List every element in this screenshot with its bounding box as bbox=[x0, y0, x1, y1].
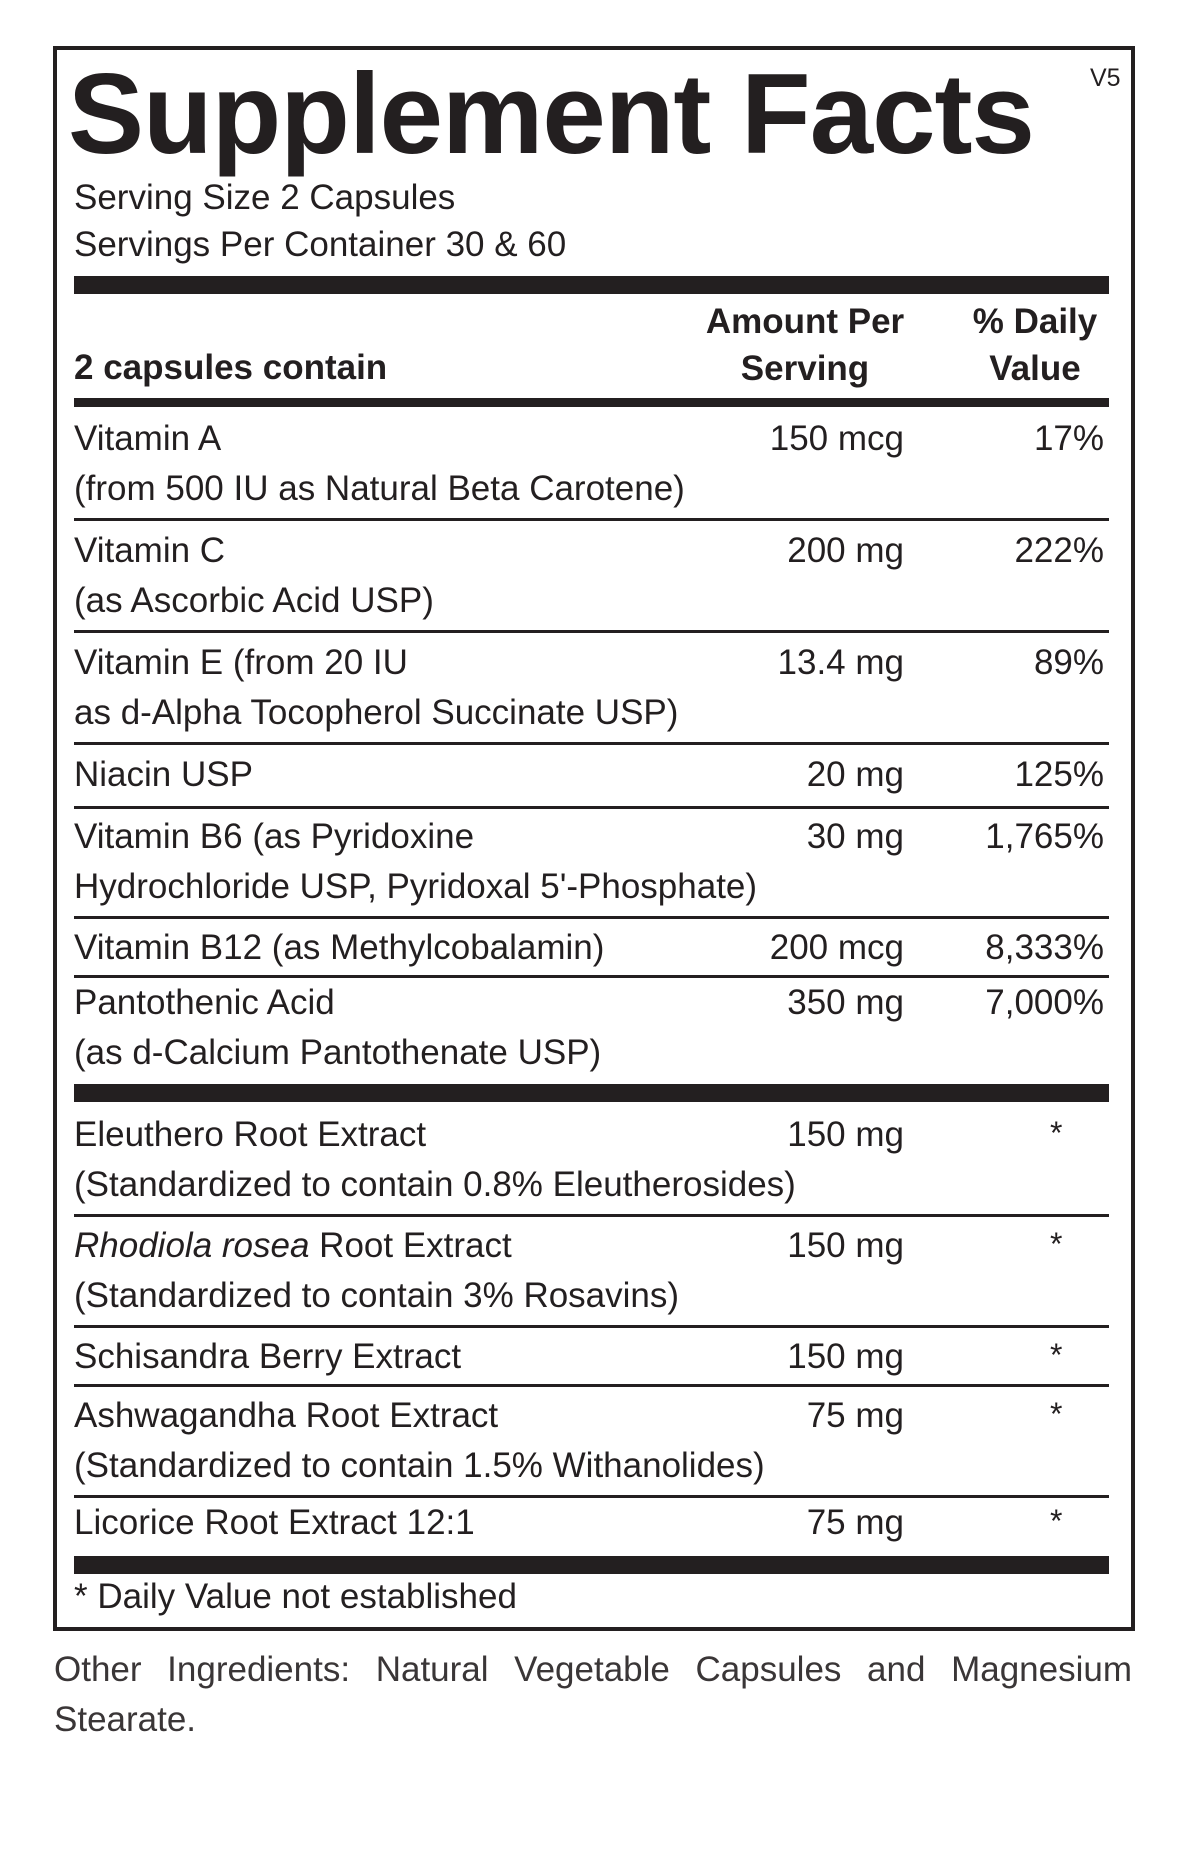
row-divider bbox=[74, 1384, 1109, 1387]
nutrient-name bbox=[74, 1221, 679, 1321]
other-ingredients: Other Ingredients: Natural Vegetable Capsules and Magnesium Stearate. bbox=[54, 1650, 1132, 1739]
header-divider bbox=[74, 398, 1109, 407]
nutrient-name-line1: Ashwagandha Root Extract bbox=[74, 1396, 499, 1435]
nutrient-name bbox=[74, 923, 604, 973]
daily-value: * bbox=[1050, 1226, 1063, 1262]
daily-value: * bbox=[1050, 1115, 1063, 1151]
row-divider bbox=[74, 1325, 1109, 1328]
nutrient-name bbox=[74, 638, 678, 738]
row-divider bbox=[74, 806, 1109, 809]
amount-per-serving: 20 mg bbox=[806, 755, 904, 794]
row-divider bbox=[74, 630, 1109, 633]
daily-value: 7,000% bbox=[985, 983, 1104, 1022]
nutrient-name bbox=[74, 1498, 475, 1548]
header-dv-line2: Value bbox=[989, 349, 1081, 388]
thick-divider bbox=[74, 1084, 1109, 1102]
row-divider bbox=[74, 916, 1109, 919]
nutrient-name-line1: Vitamin A bbox=[74, 419, 222, 458]
nutrient-name-line1: Pantothenic Acid bbox=[74, 983, 335, 1022]
nutrient-name bbox=[74, 1332, 461, 1382]
daily-value: 1,765% bbox=[985, 817, 1104, 856]
nutrient-name-line2: (Standardized to contain 3% Rosavins) bbox=[74, 1276, 680, 1315]
amount-per-serving: 150 mg bbox=[787, 1226, 904, 1265]
nutrient-name bbox=[74, 1110, 796, 1210]
daily-value: 222% bbox=[1014, 531, 1104, 570]
amount-per-serving: 75 mg bbox=[806, 1396, 904, 1435]
nutrient-name-rest: Root Extract bbox=[309, 1226, 512, 1265]
amount-per-serving: 200 mcg bbox=[769, 928, 904, 967]
row-divider bbox=[74, 518, 1109, 521]
nutrient-name-line1: Niacin USP bbox=[74, 755, 253, 794]
amount-per-serving: 350 mg bbox=[787, 983, 904, 1022]
version-mark: V5 bbox=[1090, 64, 1121, 92]
thick-divider bbox=[74, 276, 1109, 294]
nutrient-name-line2: as d-Alpha Tocopherol Succinate USP) bbox=[74, 693, 679, 732]
nutrient-name-line1: Vitamin E (from 20 IU bbox=[74, 643, 408, 682]
nutrient-name bbox=[74, 526, 434, 626]
nutrient-name-line2: Hydrochloride USP, Pyridoxal 5'-Phosphate) bbox=[74, 867, 758, 906]
nutrient-name bbox=[74, 1391, 765, 1491]
servings-per-container: Servings Per Container 30 & 60 bbox=[74, 225, 567, 264]
nutrient-name-line2: (as d-Calcium Pantothenate USP) bbox=[74, 1033, 602, 1072]
nutrient-name-line1: Eleuthero Root Extract bbox=[74, 1115, 427, 1154]
header-dv-line1: % Daily bbox=[972, 302, 1098, 341]
nutrient-name-line1: Licorice Root Extract 12:1 bbox=[74, 1503, 475, 1542]
serving-size: Serving Size 2 Capsules bbox=[74, 178, 456, 217]
daily-value: 8,333% bbox=[985, 928, 1104, 967]
nutrient-name-line2: (from 500 IU as Natural Beta Carotene) bbox=[74, 469, 685, 508]
header-amount-line1: Amount Per bbox=[705, 302, 905, 341]
nutrient-name-line1: Vitamin B12 (as Methylcobalamin) bbox=[74, 928, 605, 967]
daily-value: * bbox=[1050, 1396, 1063, 1432]
nutrient-name-line1: Vitamin C bbox=[74, 531, 226, 570]
daily-value: 17% bbox=[1033, 419, 1104, 458]
amount-per-serving: 75 mg bbox=[806, 1503, 904, 1542]
nutrient-name bbox=[74, 812, 757, 912]
header-amount-line2: Serving bbox=[740, 349, 870, 388]
daily-value: 89% bbox=[1033, 643, 1104, 682]
nutrient-name bbox=[74, 750, 253, 800]
daily-value: * bbox=[1050, 1337, 1063, 1373]
nutrient-name-line2: (as Ascorbic Acid USP) bbox=[74, 581, 434, 620]
amount-per-serving: 150 mcg bbox=[769, 419, 904, 458]
nutrient-name-line1 bbox=[74, 1221, 679, 1271]
amount-per-serving: 200 mg bbox=[787, 531, 904, 570]
label-title: Supplement Facts bbox=[68, 51, 1034, 178]
footnote: * Daily Value not established bbox=[74, 1577, 517, 1616]
daily-value: 125% bbox=[1014, 755, 1104, 794]
nutrient-name bbox=[74, 978, 601, 1078]
nutrient-name-line1: Schisandra Berry Extract bbox=[74, 1337, 462, 1376]
row-divider bbox=[74, 1214, 1109, 1217]
amount-per-serving: 13.4 mg bbox=[777, 643, 904, 682]
amount-per-serving: 150 mg bbox=[787, 1337, 904, 1376]
row-divider bbox=[74, 742, 1109, 745]
amount-per-serving: 150 mg bbox=[787, 1115, 904, 1154]
nutrient-name-italic: Rhodiola rosea bbox=[74, 1226, 310, 1265]
amount-per-serving: 30 mg bbox=[806, 817, 904, 856]
nutrient-name-line1: Vitamin B6 (as Pyridoxine bbox=[74, 817, 475, 856]
daily-value: * bbox=[1050, 1503, 1063, 1539]
nutrient-name bbox=[74, 414, 685, 514]
nutrient-name-line2: (Standardized to contain 1.5% Withanolides) bbox=[74, 1446, 765, 1485]
nutrient-name-line2: (Standardized to contain 0.8% Eleutherosides) bbox=[74, 1165, 796, 1204]
header-contains: 2 capsules contain bbox=[74, 348, 388, 387]
